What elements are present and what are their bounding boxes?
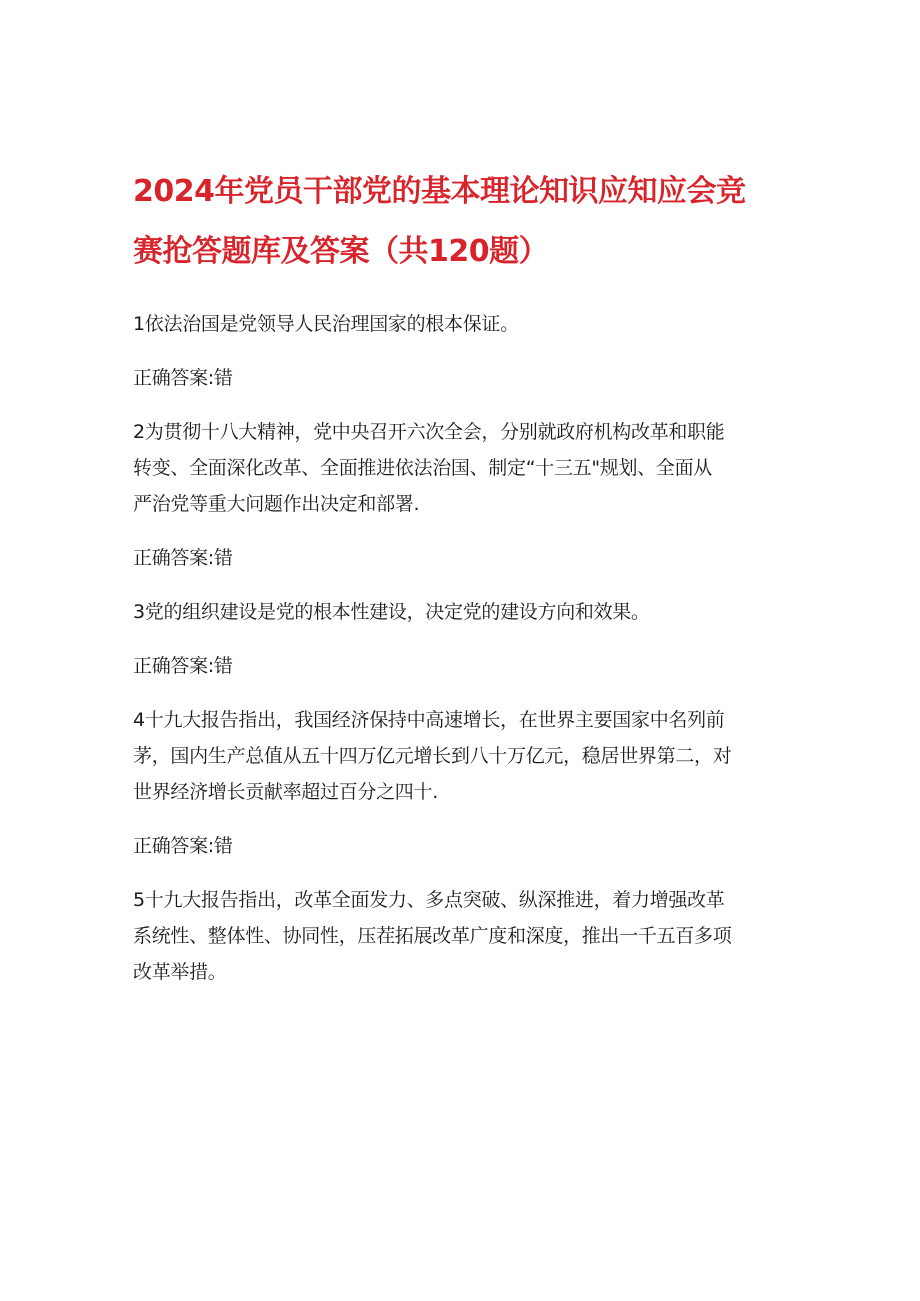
- question-text: [133, 594, 793, 630]
- question-line: 2为贯彻十八大精神，党中央召开六次全会，分别就政府机构改革和职能: [133, 421, 725, 443]
- question-line: 转变、全面深化改革、全面推进依法治国、制定“十三五"规划、全面从: [133, 457, 712, 479]
- answer-text: 正确答案:错: [133, 367, 233, 389]
- question-text: [133, 882, 793, 990]
- question-line: 1依法治国是党领导人民治理国家的根本保证。: [133, 313, 519, 335]
- question-line: 世界经济增长贡献率超过百分之四十.: [133, 781, 438, 803]
- question-text: [133, 306, 793, 342]
- question-item-4: [133, 702, 793, 864]
- question-line: 系统性、整体性、协同性，压茬拓展改革广度和深度，推出一千五百多项: [133, 925, 732, 947]
- document-page: [133, 162, 793, 990]
- question-line: 3党的组织建设是党的根本性建设，决定党的建设方向和效果。: [133, 601, 650, 623]
- title-line: 赛抢答题库及答案（共120题）: [133, 234, 549, 269]
- question-list: [133, 306, 793, 990]
- question-line: 改革举措。: [133, 961, 227, 983]
- question-item-5: [133, 882, 793, 990]
- question-item-3: [133, 594, 793, 684]
- document-title: [133, 162, 793, 282]
- question-line: 5十九大报告指出，改革全面发力、多点突破、纵深推进，着力增强改革: [133, 889, 725, 911]
- question-item-1: [133, 306, 793, 396]
- answer-text: 正确答案:错: [133, 655, 233, 677]
- question-line: 4十九大报告指出，我国经济保持中高速增长，在世界主要国家中名列前: [133, 709, 725, 731]
- answer-text: 正确答案:错: [133, 547, 233, 569]
- question-line: 茅，国内生产总值从五十四万亿元增长到八十万亿元，稳居世界第二，对: [133, 745, 732, 767]
- question-text: [133, 414, 793, 522]
- answer-text: 正确答案:错: [133, 835, 233, 857]
- question-line: 严治党等重大问题作出决定和部署.: [133, 493, 420, 515]
- question-text: [133, 702, 793, 810]
- title-line: 2024年党员干部党的基本理论知识应知应会竞: [133, 174, 746, 209]
- question-item-2: [133, 414, 793, 576]
